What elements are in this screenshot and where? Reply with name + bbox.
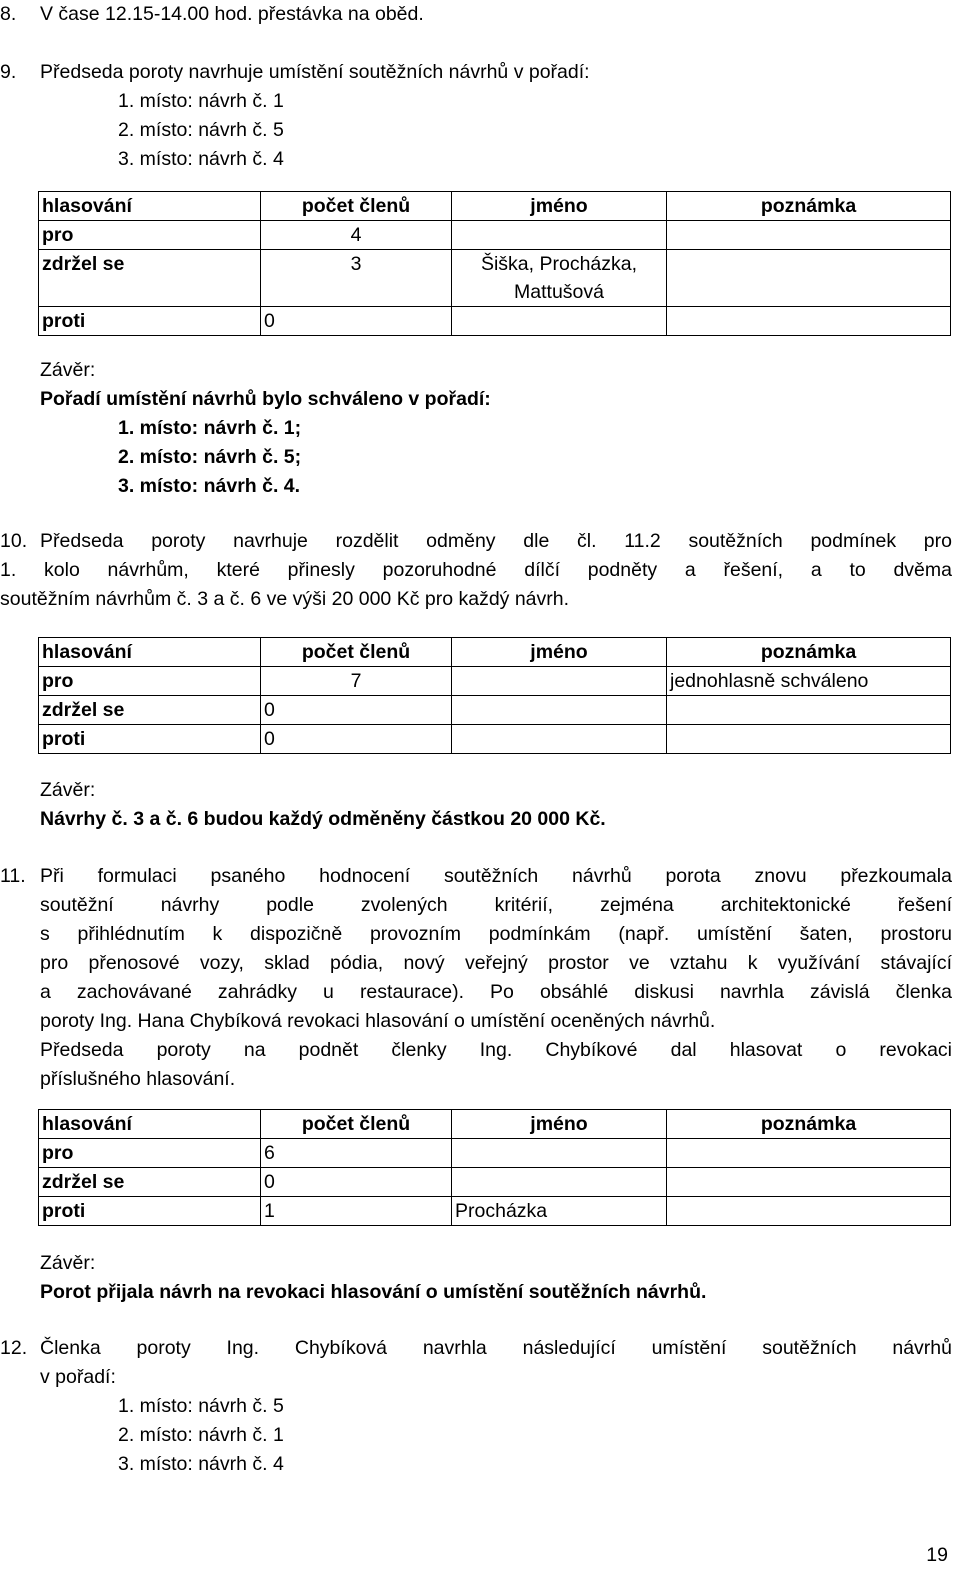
table-row: proti 0	[39, 307, 951, 336]
header-jmeno: jméno	[452, 1110, 667, 1139]
table-header-row	[39, 1110, 951, 1139]
list-item: 1. místo: návrh č. 1;	[118, 417, 302, 439]
item-text: Předseda poroty navrhuje rozdělit odměny dle čl. 11.2 soutěžních podmínek pro	[40, 530, 952, 552]
list-item: 1. místo: návrh č. 5	[118, 1395, 284, 1417]
list-item: 3. místo: návrh č. 4	[118, 1453, 284, 1475]
table-row: zdržel se 0	[39, 1168, 951, 1197]
conclusion-3	[40, 1249, 952, 1307]
header-jmeno: jméno	[452, 638, 667, 667]
table-row: proti 1 Procházka	[39, 1197, 951, 1226]
item-text: Členka poroty Ing. Chybíková navrhla následující umístění soutěžních návrhů	[40, 1337, 952, 1359]
list-item: 2. místo: návrh č. 5;	[118, 446, 302, 468]
header-poznamka: poznámka	[667, 1110, 951, 1139]
item-text: Při formulaci psaného hodnocení soutěžních návrhů porota znovu přezkoumala	[40, 865, 952, 887]
header-poznamka: poznámka	[667, 638, 951, 667]
item-number: 10.	[0, 530, 28, 552]
header-hlasovani: hlasování	[39, 192, 261, 221]
header-poznamka: poznámka	[667, 192, 951, 221]
table-row: zdržel se 3 Šiška, Procházka, Mattušová	[39, 250, 951, 307]
header-pocet-clenu: počet členů	[261, 638, 452, 667]
table-row: zdržel se 0	[39, 696, 951, 725]
item-text: Předseda poroty navrhuje umístění soutěžních návrhů v pořadí:	[40, 61, 590, 83]
conclusion-text: Pořadí umístění návrhů bylo schváleno v pořadí:	[40, 388, 491, 410]
item-number: 8.	[0, 3, 17, 25]
conclusion-label: Závěr:	[40, 359, 96, 381]
header-hlasovani: hlasování	[39, 638, 261, 667]
page-number: 19	[926, 1544, 948, 1566]
table-header-row	[39, 638, 951, 667]
list-item: 1. místo: návrh č. 1	[118, 90, 284, 112]
vote-table-2	[38, 637, 951, 754]
conclusion-1	[40, 356, 952, 501]
table-row: pro 6	[39, 1139, 951, 1168]
item-text: V čase 12.15-14.00 hod. přestávka na oběd.	[40, 3, 424, 25]
item-number: 9.	[0, 61, 17, 83]
document-page: 8. V čase 12.15-14.00 hod. přestávka na oběd. 9. Předseda poroty navrhuje umístění soutěžních návrhů v pořadí: 1. místo: návrh č. 1 2. místo: návrh č. 5 3. místo: návrh č. 4 hlasování počet členů jméno poznámka pro 4 zdržel se 3 Šiška, Procházka, Mattušová proti 0 Závěr: Pořadí umístění návrhů bylo schváleno v pořadí: 1. místo: návrh č. 1; 2. místo: návrh č. 5; 3. místo: návrh č. 4. 10. Předseda poroty navrhuje rozdělit odměny dle čl. 11.2 soutěžních podmínek pro 1. kolo návrhům, které přinesly pozoruhodné dílčí podněty a řešení, a to dvěma soutěžním návrhům č. 3 a č. 6 ve výši 20 000 Kč pro každý návrh. hlasování počet členů jméno poznámka pro 7 jednohlasně schváleno zdržel se 0 proti 0 Závěr: Návrhy č. 3 a č. 6 budou každý odměněny částkou 20 000 Kč. 11. Při formulaci psaného hodnocení soutěžních návrhů porota znovu přezkoumala soutěžní návrhy podle zvolených kritérií, zejména architektonické řešení s přihlédnutím k dispozičně provozním podmínkám (např. umístění šaten, prostoru pro přenosové vozy, sklad pódia, nový veřejný prostor ve vztahu k využívání stávající a zachovávané zahrádky u restaurace). Po obsáhlé diskusi navrhla závislá členka poroty Ing. Hana Chybíková revokaci hlasování o umístění oceněných návrhů. Předseda poroty na podnět členky Ing. Chybíkové dal hlasovat o revokaci příslušného hlasování. hlasování počet členů jméno poznámka pro 6 zdržel se 0 proti 1 Procházka Závěr: Porot přijala návrh na revokaci hlasování o umístění soutěžních návrhů. 12. Členka poroty Ing. Chybíková navrhla následující umístění soutěžních návrhů v pořadí: 1. místo: návrh č. 5 2. místo: návrh č. 1 3. místo: návrh č. 4 19	[0, 0, 960, 1583]
list-item: 3. místo: návrh č. 4	[118, 148, 284, 170]
conclusion-label: Závěr:	[40, 1252, 96, 1274]
header-pocet-clenu: počet členů	[261, 192, 452, 221]
table-header-row	[39, 192, 951, 221]
item-number: 12.	[0, 1337, 28, 1359]
table-row: pro 7 jednohlasně schváleno	[39, 667, 951, 696]
header-pocet-clenu: počet členů	[261, 1110, 452, 1139]
conclusion-text: Porot přijala návrh na revokaci hlasování o umístění soutěžních návrhů.	[40, 1281, 707, 1303]
table-row: proti 0	[39, 725, 951, 754]
list-item: 2. místo: návrh č. 5	[118, 119, 284, 141]
vote-table-3	[38, 1109, 951, 1226]
header-hlasovani: hlasování	[39, 1110, 261, 1139]
vote-table-1	[38, 191, 951, 336]
header-jmeno: jméno	[452, 192, 667, 221]
item-number: 11.	[0, 865, 26, 887]
list-item: 3. místo: návrh č. 4.	[118, 475, 301, 497]
list-item: 2. místo: návrh č. 1	[118, 1424, 284, 1446]
conclusion-2	[40, 776, 952, 834]
conclusion-text: Návrhy č. 3 a č. 6 budou každý odměněny částkou 20 000 Kč.	[40, 808, 606, 830]
conclusion-label: Závěr:	[40, 779, 96, 801]
table-row: pro 4	[39, 221, 951, 250]
